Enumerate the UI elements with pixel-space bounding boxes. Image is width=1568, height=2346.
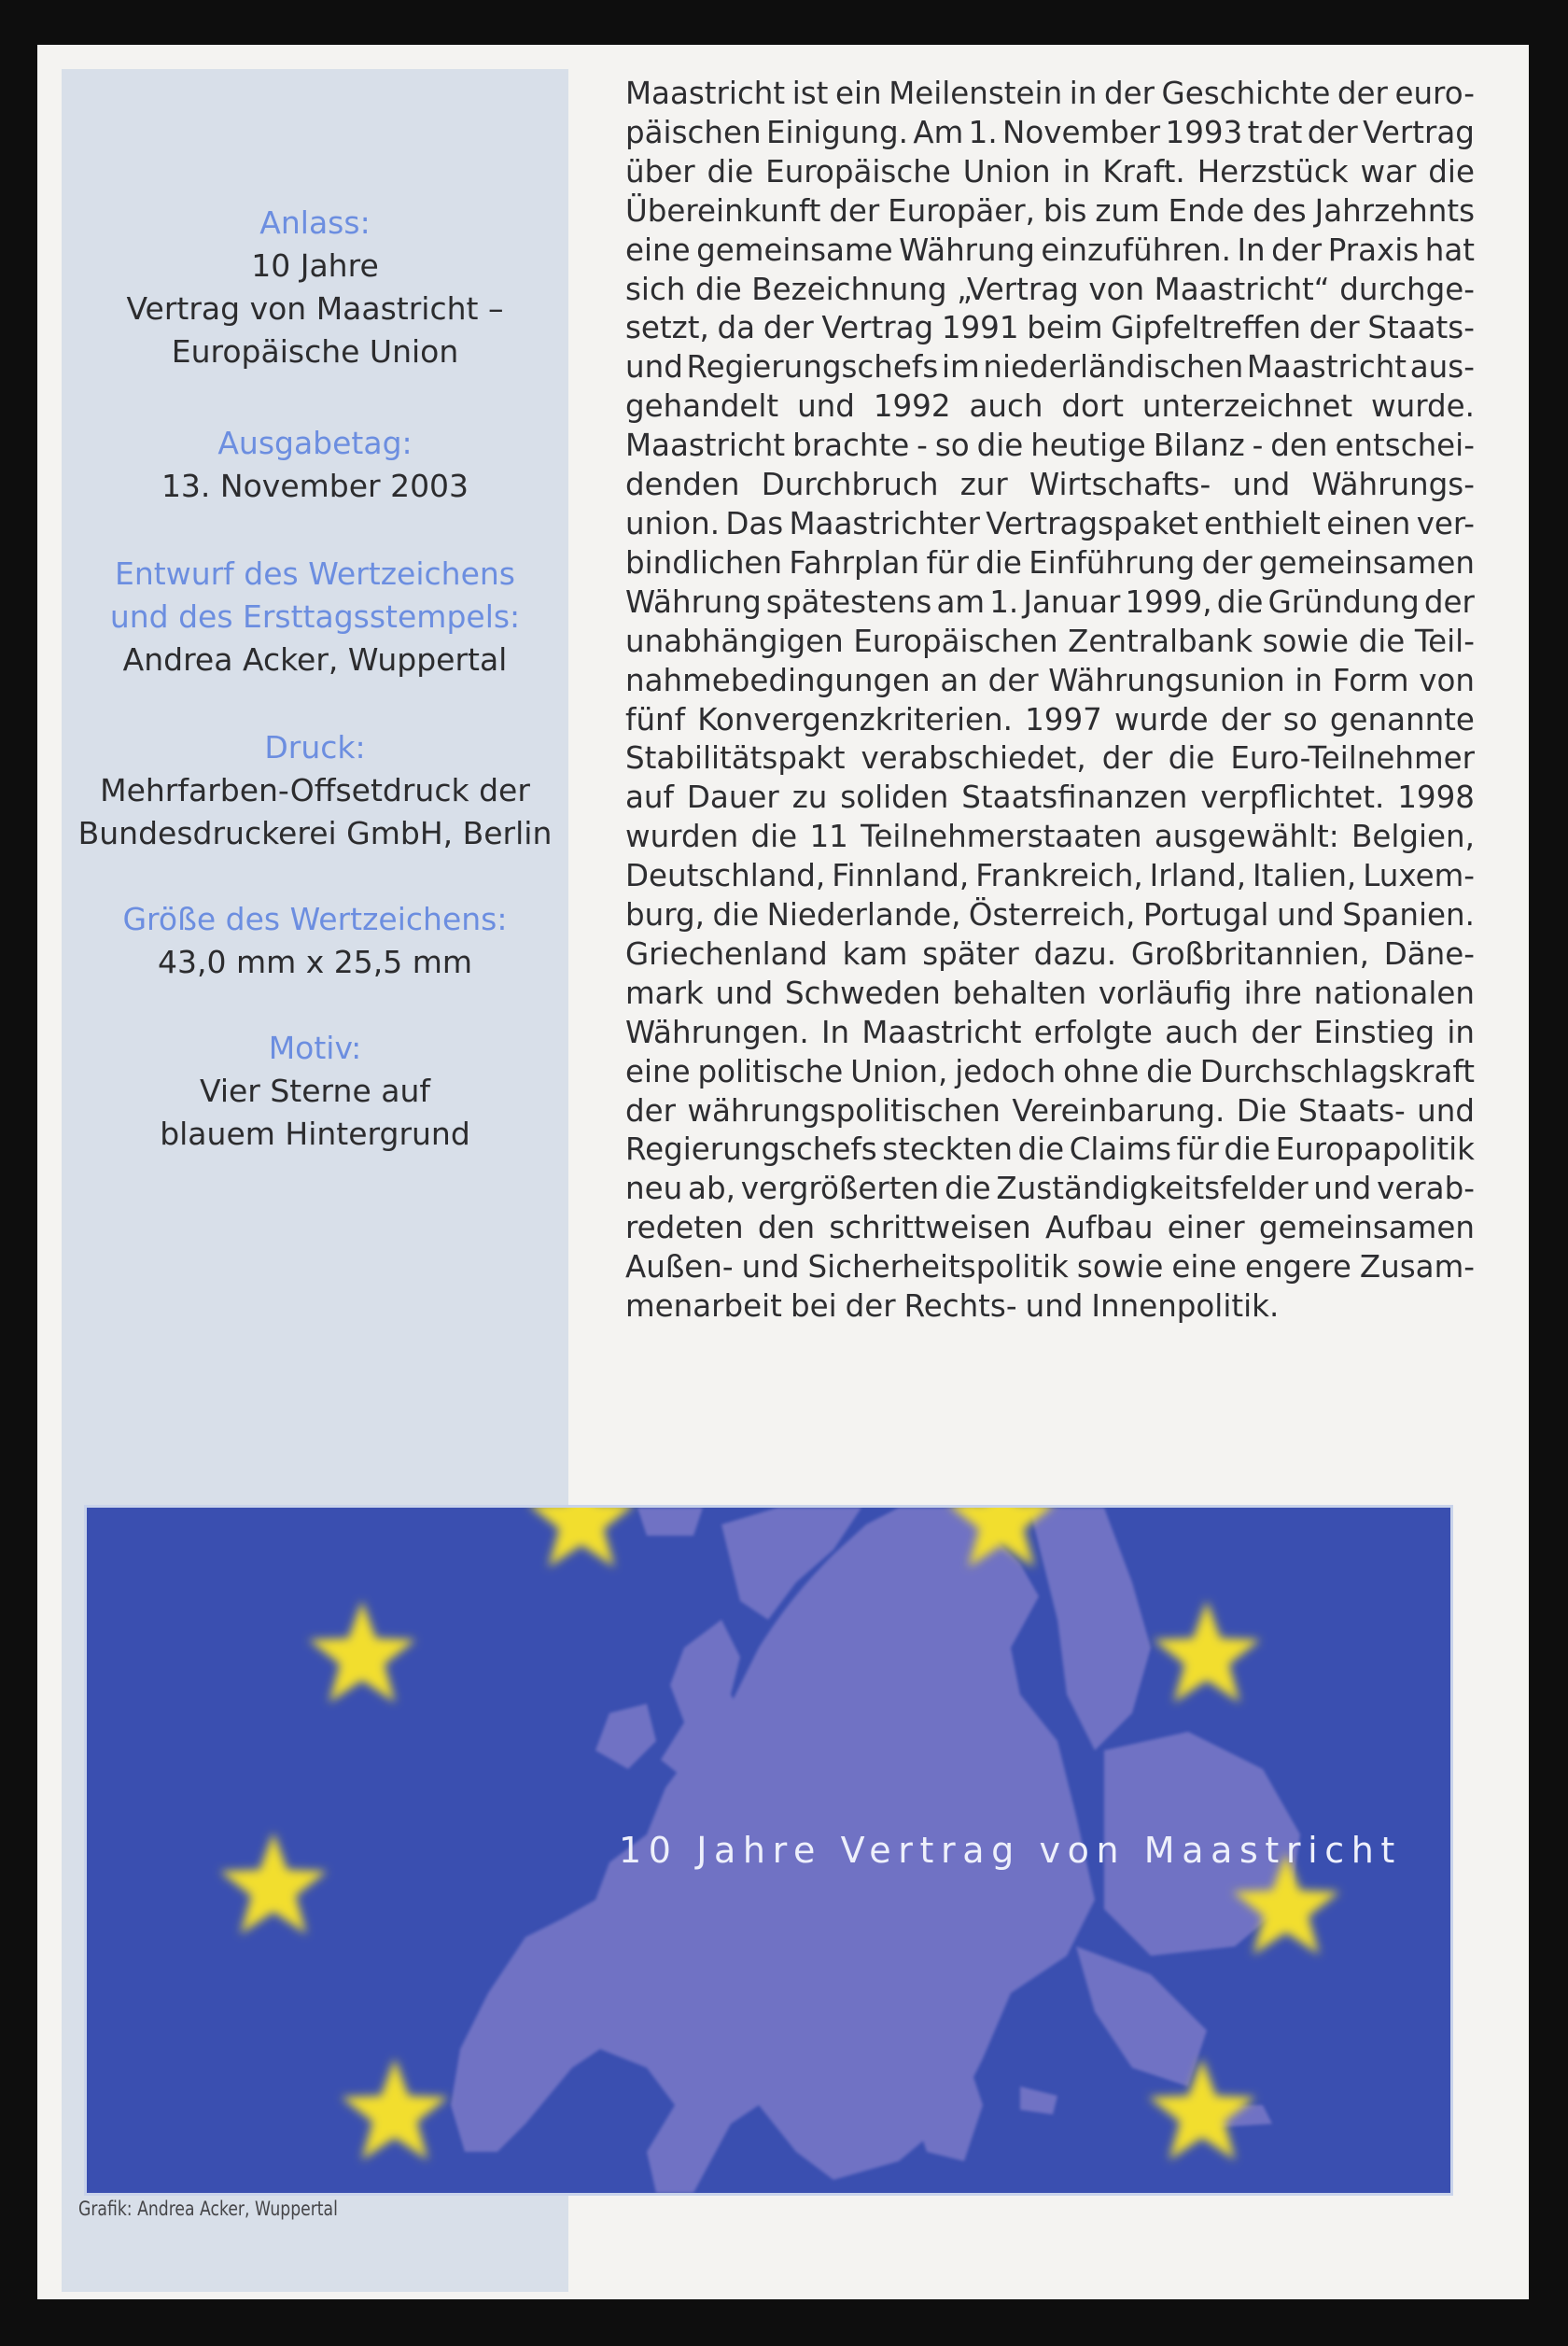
article-line: Währung spätestens am 1. Januar 1999, die Gründung der [625, 583, 1475, 620]
article-line: über die Europäische Union in Kraft. Herzstück war die [625, 153, 1475, 190]
article-text [625, 75, 1475, 1327]
document-page [37, 45, 1529, 2299]
section-value-line: Bundesdruckerei GmbH, Berlin [77, 815, 553, 851]
eu-flag-graphic [87, 1508, 1450, 2193]
section-heading: Anlass: [259, 204, 371, 241]
banner-caption: 10 Jahre Vertrag von Maastricht [619, 1830, 1402, 1871]
article-line: unabhängigen Europäischen Zentralbank sowie die Teil- [625, 623, 1475, 659]
section-value-line: 43,0 mm x 25,5 mm [157, 944, 473, 980]
section-heading: Motiv: [268, 1030, 362, 1066]
article-line: der währungspolitischen Vereinbarung. Die Staats- und [625, 1092, 1475, 1129]
article-line: Außen- und Sicherheitspolitik sowie eine engere Zusam- [625, 1249, 1475, 1285]
section-groesse [62, 898, 568, 984]
article-line: Griechenland kam später dazu. Großbritannien, Däne- [625, 935, 1475, 972]
section-value-line: Vertrag von Maastricht – [126, 290, 504, 327]
article-line: und Regierungschefs im niederländischen Maastricht aus- [625, 349, 1475, 386]
article-line: Währungen. In Maastricht erfolgte auch der Einstieg in [625, 1014, 1475, 1050]
article-line: Maastricht ist ein Meilenstein in der Geschichte der euro- [625, 76, 1475, 111]
section-druck [62, 726, 568, 855]
section-heading: und des Ersttagsstempels: [109, 598, 521, 635]
article-line: mark und Schweden behalten vorläufig ihre nationalen [625, 975, 1475, 1011]
article-line: Übereinkunft der Europäer, bis zum Ende des Jahrzehnts [625, 192, 1475, 229]
section-heading: Größe des Wertzeichens: [122, 901, 508, 937]
article-line: Regierungschefs steckten die Claims für die Europapolitik [625, 1131, 1475, 1168]
section-value-line: blauem Hintergrund [160, 1116, 470, 1152]
section-entwurf [62, 553, 568, 681]
section-heading: Druck: [264, 729, 366, 766]
section-value-line: Vier Sterne auf [199, 1073, 431, 1109]
article-line: auf Dauer zu soliden Staatsfinanzen verpflichtet. 1998 [625, 780, 1475, 816]
article-line: neu ab, vergrößerten die Zuständigkeitsfelder und verab- [625, 1171, 1475, 1207]
section-value-line: 10 Jahre [251, 247, 379, 284]
article-line: eine gemeinsame Währung einzuführen. In der Praxis hat [625, 232, 1475, 268]
article-line: burg, die Niederlande, Österreich, Portugal und Spanien. [625, 897, 1475, 934]
section-value-line: Mehrfarben-Offsetdruck der [100, 772, 530, 808]
stamp-motif-banner [84, 1505, 1453, 2196]
graphic-credit: Grafik: Andrea Acker, Wuppertal [78, 2198, 338, 2220]
article-line: fünf Konvergenzkriterien. 1997 wurde der so genannte [625, 701, 1475, 738]
article-line: setzt, da der Vertrag 1991 beim Gipfeltreffen der Staats- [625, 310, 1475, 346]
section-value-line: 13. November 2003 [161, 468, 469, 504]
article-line: union. Das Maastrichter Vertragspaket enthielt einen ver- [625, 505, 1475, 541]
section-ausgabetag [62, 422, 568, 508]
article-line: päischen Einigung. Am 1. November 1993 trat der Vertrag [625, 114, 1475, 150]
article-line: bindlichen Fahrplan für die Einführung der gemeinsamen [625, 544, 1475, 581]
section-motiv [62, 1027, 568, 1156]
article-line: wurden die 11 Teilnehmerstaaten ausgewählt: Belgien, [625, 819, 1475, 855]
article-line: redeten den schrittweisen Aufbau einer gemeinsamen [625, 1210, 1475, 1246]
section-heading: Ausgabetag: [217, 425, 413, 461]
section-value-line: Europäische Union [171, 333, 459, 370]
article-line: gehandelt und 1992 auch dort unterzeichnet wurde. [625, 388, 1475, 425]
section-value-line: Andrea Acker, Wuppertal [122, 641, 508, 678]
article-line: denden Durchbruch zur Wirtschafts- und Währungs- [625, 467, 1475, 503]
article-line: Stabilitätspakt verabschiedet, der die Euro-Teilnehmer [625, 740, 1475, 777]
article-line: menarbeit bei der Rechts- und Innenpolitik. [625, 1288, 1280, 1325]
article-line: Deutschland, Finnland, Frankreich, Irland, Italien, Luxem- [625, 858, 1475, 894]
article-line: eine politische Union, jedoch ohne die Durchschlagskraft [625, 1053, 1475, 1089]
article-line: Maastricht brachte - so die heutige Bilanz - den entschei- [625, 428, 1475, 464]
article-line: nahmebedingungen an der Währungsunion in Form von [625, 662, 1475, 698]
section-anlass [62, 202, 568, 373]
article-line: sich die Bezeichnung „Vertrag von Maastricht“ durchge- [625, 271, 1475, 307]
section-heading: Entwurf des Wertzeichens [115, 555, 515, 592]
